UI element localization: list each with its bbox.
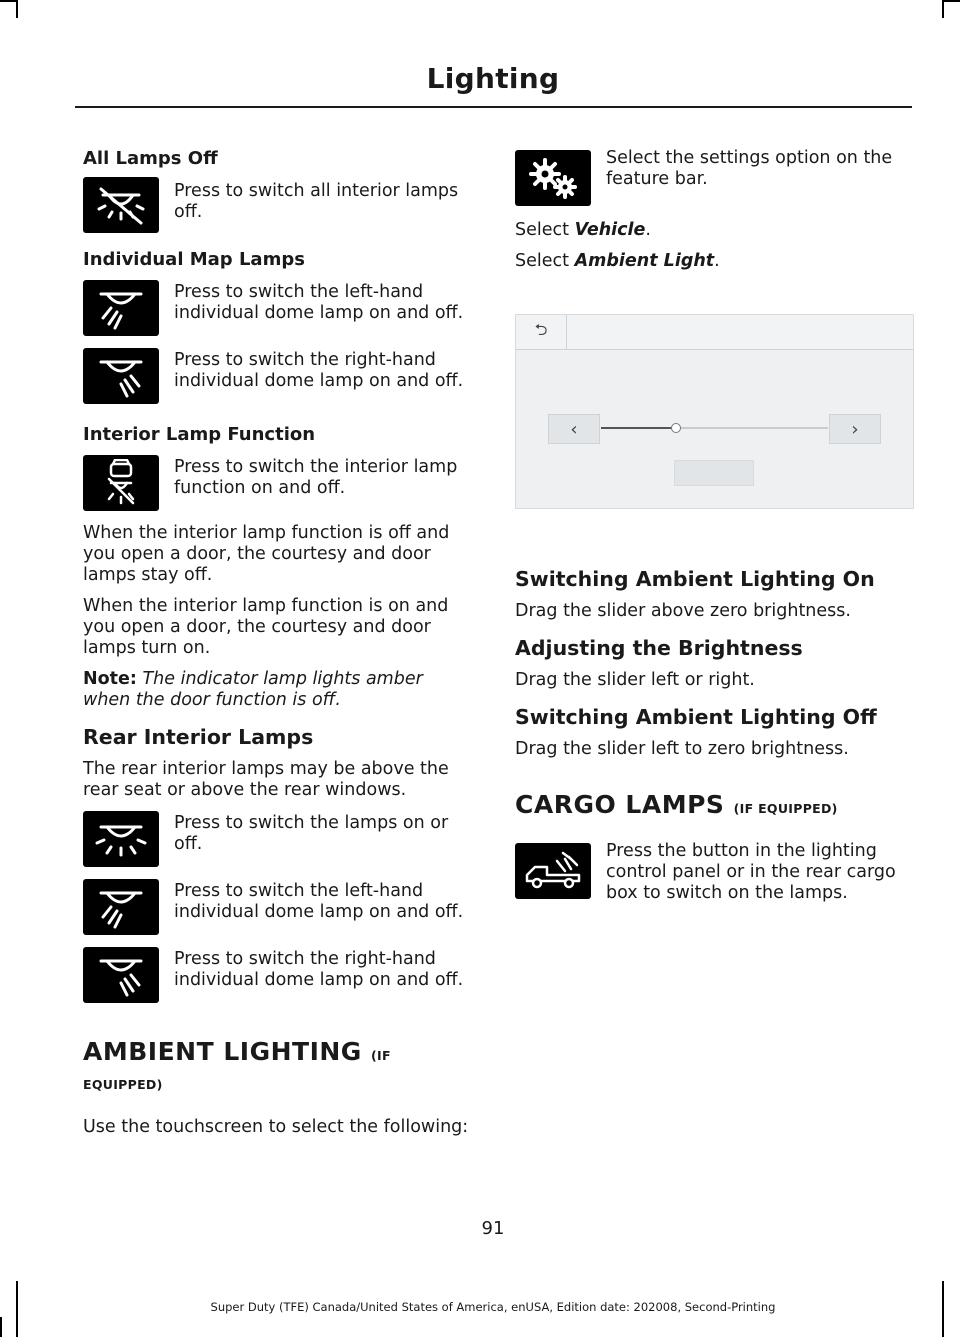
rear-both-row xyxy=(83,811,475,867)
interior-function-row xyxy=(83,455,475,511)
note-text: The indicator lamp lights amber when the door function is off. xyxy=(83,669,423,710)
left-column xyxy=(83,148,475,1148)
map-right-text: Press to switch the right-hand individual dome lamp on and off. xyxy=(174,350,464,391)
door-lamp-icon xyxy=(83,455,159,511)
note-label: Note: xyxy=(83,669,137,689)
interior-note xyxy=(83,669,475,711)
individual-map-heading: Individual Map Lamps xyxy=(83,249,305,270)
all-lamps-off-heading: All Lamps Off xyxy=(83,148,218,169)
right-column xyxy=(515,148,912,916)
brightness-slider[interactable] xyxy=(601,427,828,429)
cargo-lamp-icon xyxy=(515,843,591,899)
dome-lamp-left-icon xyxy=(83,280,159,336)
map-right-row xyxy=(83,348,475,404)
crop-mark xyxy=(0,1317,2,1337)
ambient-heading-text: AMBIENT LIGHTING xyxy=(83,1037,362,1066)
page-number: 91 xyxy=(481,1218,505,1239)
screen-button[interactable] xyxy=(674,460,754,486)
cargo-heading-suffix: (IF EQUIPPED) xyxy=(733,801,838,816)
slider-knob[interactable] xyxy=(671,423,681,433)
period: . xyxy=(714,251,720,271)
rear-heading: Rear Interior Lamps xyxy=(83,725,314,749)
header-rule xyxy=(75,106,912,108)
off-heading: Switching Ambient Lighting Off xyxy=(515,705,877,729)
ambient-intro: Use the touchscreen to select the following: xyxy=(83,1117,469,1137)
rear-right-row xyxy=(83,947,475,1003)
select-vehicle xyxy=(515,220,912,241)
interior-function-text: Press to switch the interior lamp function on and off. xyxy=(174,457,458,498)
ambient-heading xyxy=(83,1037,475,1095)
ambient-heading-suffix: (IF EQUIPPED) xyxy=(83,1048,391,1092)
gear-icon xyxy=(515,150,591,206)
crop-mark xyxy=(942,0,944,18)
period: . xyxy=(645,220,651,240)
interior-function-heading: Interior Lamp Function xyxy=(83,424,316,445)
rear-left-text: Press to switch the left-hand individual dome lamp on and off. xyxy=(174,881,464,922)
crop-mark xyxy=(944,0,960,2)
dome-lamp-left-icon xyxy=(83,879,159,935)
cargo-heading-text: CARGO LAMPS xyxy=(515,790,725,819)
select-word: Select xyxy=(515,220,569,240)
rear-left-row xyxy=(83,879,475,935)
select-ambient xyxy=(515,251,912,272)
all-lamps-off-row xyxy=(83,179,475,233)
dome-lamp-icon xyxy=(83,811,159,867)
settings-text: Select the settings option on the feature bar. xyxy=(606,148,893,189)
settings-row xyxy=(515,148,912,206)
vehicle-term: Vehicle xyxy=(574,220,646,240)
ambient-light-term: Ambient Light xyxy=(574,251,715,271)
on-text: Drag the slider above zero brightness. xyxy=(515,601,851,621)
screen-topbar xyxy=(516,315,913,350)
dome-lamp-right-icon xyxy=(83,348,159,404)
on-heading: Switching Ambient Lighting On xyxy=(515,567,875,591)
crop-mark xyxy=(16,0,18,18)
cargo-row xyxy=(515,841,912,904)
map-left-row xyxy=(83,280,475,336)
slider-right-arrow[interactable]: › xyxy=(829,414,881,444)
interior-para-2: When the interior lamp function is on and you open a door, the courtesy and door lamps turn on. xyxy=(83,596,449,658)
rear-intro: The rear interior lamps may be above the rear seat or above the rear windows. xyxy=(83,759,449,800)
off-text: Drag the slider left to zero brightness. xyxy=(515,739,849,759)
rear-right-text: Press to switch the right-hand individual dome lamp on and off. xyxy=(174,949,464,990)
footer: Super Duty (TFE) Canada/United States of America, enUSA, Edition date: 202008, Second-Printing xyxy=(210,1300,776,1314)
cargo-heading xyxy=(515,790,912,819)
slider-left-arrow[interactable]: ‹ xyxy=(548,414,600,444)
select-word: Select xyxy=(515,251,569,271)
adjust-text: Drag the slider left or right. xyxy=(515,670,755,690)
interior-para-1: When the interior lamp function is off and you open a door, the courtesy and door lamps stay off. xyxy=(83,523,450,585)
slider-fill xyxy=(601,427,676,429)
crop-mark xyxy=(0,0,16,2)
cargo-text: Press the button in the lighting control panel or in the rear cargo box to switch on the lamps. xyxy=(606,841,896,903)
lamp-off-icon xyxy=(83,177,159,233)
map-left-text: Press to switch the left-hand individual dome lamp on and off. xyxy=(174,282,464,323)
dome-lamp-right-icon xyxy=(83,947,159,1003)
page-title: Lighting xyxy=(426,62,560,95)
all-lamps-off-text: Press to switch all interior lamps off. xyxy=(174,181,459,222)
back-icon[interactable]: ⮌ xyxy=(516,315,567,349)
touchscreen-image xyxy=(515,314,914,509)
adjust-heading: Adjusting the Brightness xyxy=(515,636,803,660)
rear-both-text: Press to switch the lamps on or off. xyxy=(174,813,449,854)
